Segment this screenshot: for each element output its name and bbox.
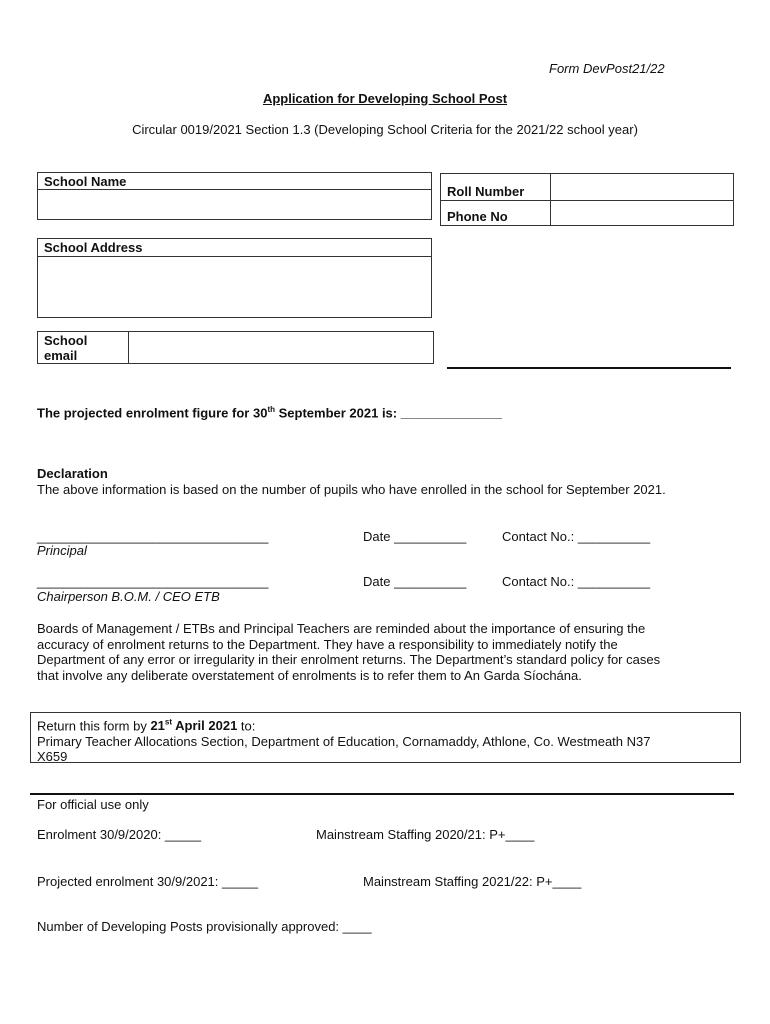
return-instructions: Return this form by 21st April 2021 to: Primary Teacher Allocations Section, Department of Education, Cornamaddy, Athlone, Co. Westmeath N37 X659	[37, 718, 651, 765]
stamp-line	[447, 367, 731, 369]
projected-enrolment-2021: Projected enrolment 30/9/2021: _____	[37, 874, 259, 889]
principal-label: Principal	[37, 543, 87, 558]
school-address-field[interactable]	[37, 238, 432, 318]
school-name-divider	[38, 189, 431, 190]
school-email-input[interactable]	[129, 332, 433, 363]
page-title: Application for Developing School Post	[262, 91, 508, 106]
circular-subtitle: Circular 0019/2021 Section 1.3 (Developing School Criteria for the 2021/22 school year)	[132, 122, 638, 137]
principal-signature-line[interactable]: ________________________________	[37, 529, 269, 544]
principal-date[interactable]: Date __________	[363, 529, 467, 544]
chair-date[interactable]: Date __________	[363, 574, 467, 589]
phone-label: Phone No	[447, 209, 508, 224]
roll-number-input[interactable]	[551, 174, 734, 200]
enrolment-2020: Enrolment 30/9/2020: _____	[37, 827, 202, 842]
roll-phone-table	[440, 173, 734, 226]
staffing-2021: Mainstream Staffing 2021/22: P+____	[363, 874, 582, 889]
school-address-label: School Address	[44, 240, 143, 255]
phone-input[interactable]	[551, 201, 734, 226]
official-use-divider	[30, 793, 734, 795]
school-name-field[interactable]	[37, 172, 432, 220]
reminder-paragraph: Boards of Management / ETBs and Principal Teachers are reminded about the importance of ensuring the accuracy of enrolment returns to the Department. They have a responsibility to immediately notify the Department of any error or irregularity in their enrolment returns. The Department’s standard policy for cases that involve any deliberate overstatement of enrolments is to refer them to An Garda Síochána.	[37, 621, 661, 683]
chair-contact[interactable]: Contact No.: __________	[502, 574, 651, 589]
official-use-heading: For official use only	[37, 797, 149, 812]
school-email-row	[37, 331, 434, 364]
chair-label: Chairperson B.O.M. / CEO ETB	[37, 589, 220, 604]
roll-number-label: Roll Number	[447, 184, 525, 199]
school-address-divider	[38, 256, 431, 257]
posts-approved: Number of Developing Posts provisionally approved: ____	[37, 919, 372, 934]
declaration-heading: Declaration	[37, 466, 108, 481]
projected-enrolment: The projected enrolment figure for 30th September 2021 is: ______________	[37, 405, 502, 421]
declaration-text: The above information is based on the number of pupils who have enrolled in the school for September 2021.	[37, 482, 666, 497]
staffing-2020: Mainstream Staffing 2020/21: P+____	[316, 827, 535, 842]
principal-contact[interactable]: Contact No.: __________	[502, 529, 651, 544]
school-email-label: School email	[44, 333, 88, 363]
form-reference: Form DevPost21/22	[549, 61, 665, 76]
chair-signature-line[interactable]: ________________________________	[37, 574, 269, 589]
return-form-box	[30, 712, 741, 763]
school-name-label: School Name	[44, 174, 127, 189]
